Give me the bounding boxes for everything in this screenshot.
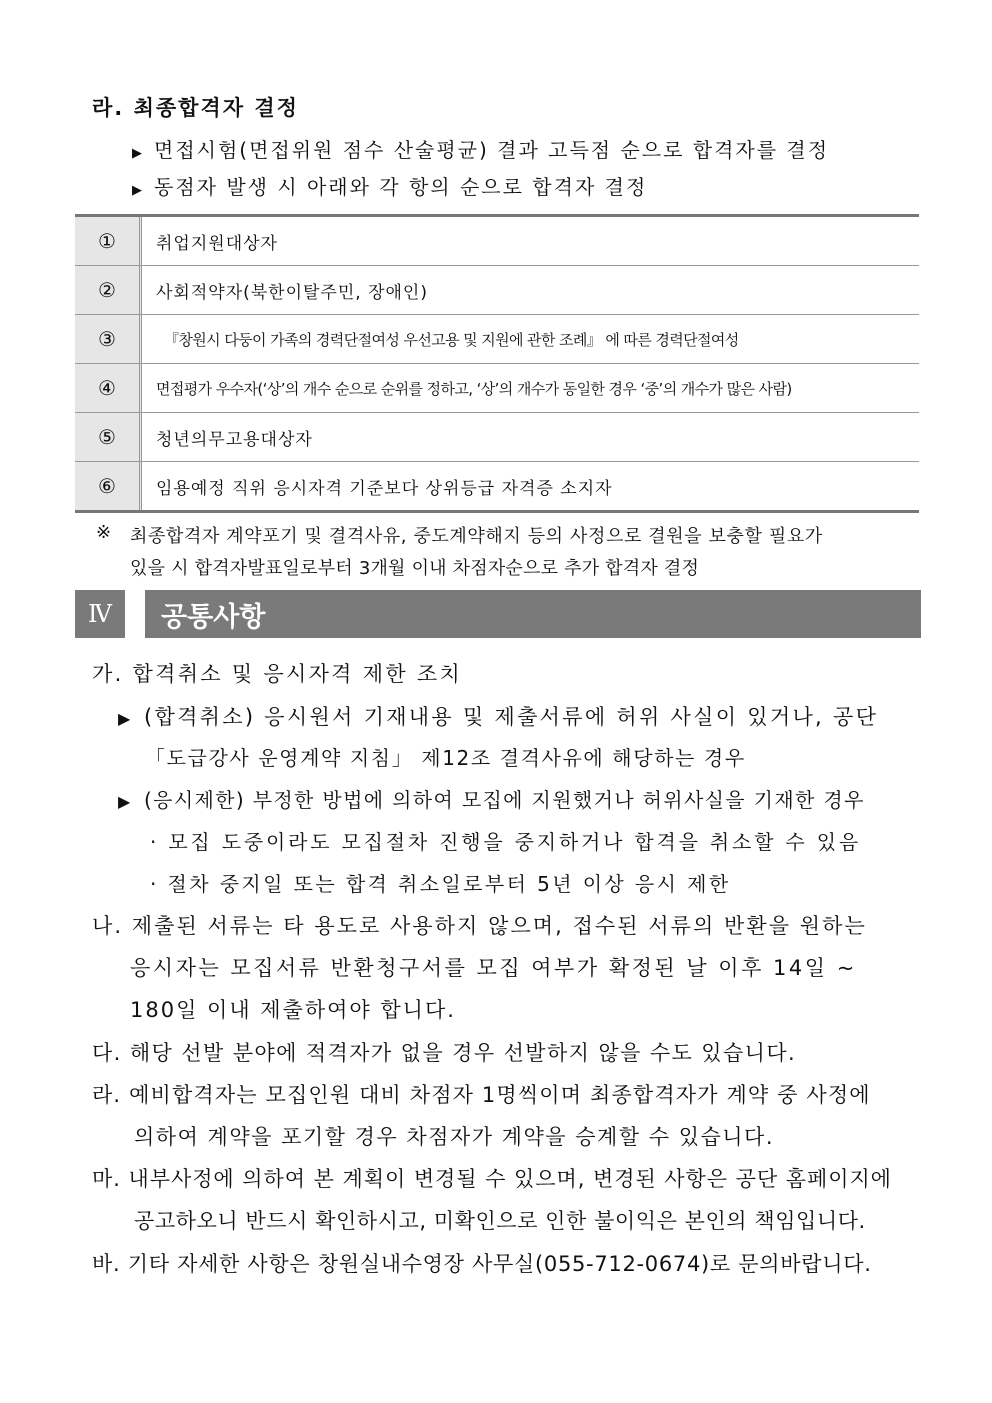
ga-bullet-2 xyxy=(118,784,865,813)
ra-line-2: 의하여 계약을 포기할 경우 차점자가 계약을 승계할 수 있습니다. xyxy=(134,1125,775,1149)
final-bullet-1 xyxy=(132,134,829,163)
triangle-bullet-icon: ▶ xyxy=(132,146,144,161)
row-text: 사회적약자(북한이탈주민, 장애인) xyxy=(156,282,428,303)
section-number: Ⅳ xyxy=(75,590,125,638)
ma-line-1: 마. 내부사정에 의하여 본 계획이 변경될 수 있으며, 변경된 사항은 공단 홈페이지에 xyxy=(92,1167,892,1191)
note-line-1: 최종합격자 계약포기 및 결격사유, 중도계약해지 등의 사정으로 결원을 보충할 필요가 xyxy=(130,526,823,547)
ga-bullet-1 xyxy=(118,701,878,731)
da-text: 다. 해당 선발 분야에 적격자가 없을 경우 선발하지 않을 수도 있습니다. xyxy=(92,1041,797,1065)
na-line-1: 나. 제출된 서류는 타 용도로 사용하지 않으며, 접수된 서류의 반환을 원하는 xyxy=(92,914,867,938)
note-mark: ※ xyxy=(96,522,112,543)
ra-line-1: 라. 예비합격자는 모집인원 대비 차점자 1명씩이며 최종합격자가 계약 중 사정에 xyxy=(92,1083,871,1107)
row-text: 청년의무고용대상자 xyxy=(156,429,313,450)
table-row xyxy=(75,217,919,266)
row-text: 임용예정 직위 응시자격 기준보다 상위등급 자격증 소지자 xyxy=(156,478,613,499)
tiebreak-table xyxy=(75,214,919,513)
ga-heading: 가. 합격취소 및 응시자격 제한 조치 xyxy=(92,662,463,686)
note-line-2: 있을 시 합격자발표일로부터 3개월 이내 차점자순으로 추가 합격자 결정 xyxy=(130,558,700,579)
ga-bullet-2-text: (응시제한) 부정한 방법에 의하여 모집에 지원했거나 허위사실을 기재한 경우 xyxy=(144,788,865,812)
table-row xyxy=(75,315,919,364)
row-number: ② xyxy=(75,266,142,314)
table-row xyxy=(75,364,919,413)
section-title: 공통사항 xyxy=(145,590,921,638)
row-number: ① xyxy=(75,217,142,265)
table-row xyxy=(75,413,919,462)
table-row xyxy=(75,462,919,510)
na-line-3: 180일 이내 제출하여야 합니다. xyxy=(130,998,456,1022)
ba-text: 바. 기타 자세한 사항은 창원실내수영장 사무실(055-712-0674)로 문의바랍니다. xyxy=(92,1252,872,1276)
row-number: ④ xyxy=(75,364,142,412)
row-text: 면접평가 우수자(‘상’의 개수 순으로 순위를 정하고, ‘상’의 개수가 동일한 경우 ‘중’의 개수가 많은 사람) xyxy=(156,379,792,398)
final-bullet-2-text: 동점자 발생 시 아래와 각 항의 순으로 합격자 결정 xyxy=(154,175,648,199)
ga-sub-2: · 절차 중지일 또는 합격 취소일로부터 5년 이상 응시 제한 xyxy=(150,872,731,896)
row-number: ③ xyxy=(75,315,142,363)
ga-bullet-1-line-2: 「도급강사 운영계약 지침」 제12조 결격사유에 해당하는 경우 xyxy=(145,746,746,770)
triangle-bullet-icon: ▶ xyxy=(132,183,144,198)
final-bullet-1-text: 면접시험(면접위원 점수 산술평균) 결과 고득점 순으로 합격자를 결정 xyxy=(154,138,830,162)
row-text: 취업지원대상자 xyxy=(156,233,278,254)
row-number: ⑤ xyxy=(75,413,142,461)
row-number: ⑥ xyxy=(75,462,142,510)
na-line-2: 응시자는 모집서류 반환청구서를 모집 여부가 확정된 날 이후 14일 ~ xyxy=(130,956,857,980)
ga-sub-1: · 모집 도중이라도 모집절차 진행을 중지하거나 합격을 취소할 수 있음 xyxy=(150,830,861,854)
table-row xyxy=(75,266,919,315)
triangle-bullet-icon: ▶ xyxy=(118,792,132,811)
triangle-bullet-icon: ▶ xyxy=(118,709,133,728)
row-text: 『창원시 다둥이 가족의 경력단절여성 우선고용 및 지원에 관한 조례』 에 따른 경력단절여성 xyxy=(164,330,739,349)
final-heading: 라. 최종합격자 결정 xyxy=(92,96,299,120)
ma-line-2: 공고하오니 반드시 확인하시고, 미확인으로 인한 불이익은 본인의 책임입니다. xyxy=(134,1209,866,1233)
final-bullet-2 xyxy=(132,171,647,200)
ga-bullet-1-line-1: (합격취소) 응시원서 기재내용 및 제출서류에 허위 사실이 있거나, 공단 xyxy=(144,705,879,729)
